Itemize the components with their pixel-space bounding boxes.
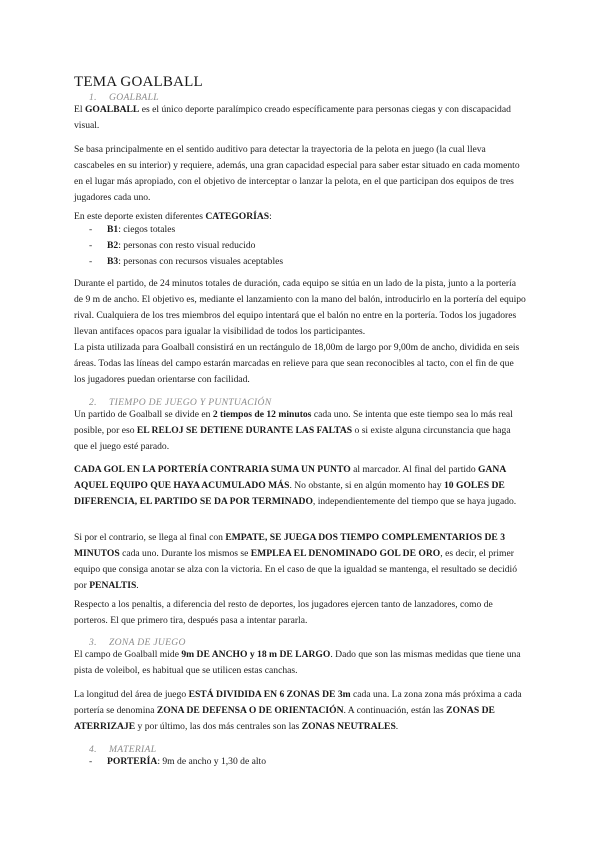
bold-text: EL RELOJ SE DETIENE DURANTE LAS FALTAS [136, 425, 353, 436]
text: El campo de Goalball mide [74, 649, 182, 660]
paragraph-sentido-auditivo: Se basa principalmente en el sentido auditivo para detectar la trayectoria de la pelota en juego (la cual lleva cascabeles en su interior) y requiere, además, una gran capacidad especial para saber estar situado en cada momento en el lugar más apropiado, con el objetivo de interceptar o lanzar la pelota, en el que participan dos equipos de tres jugadores cada uno. [74, 144, 520, 203]
text: , es decir, el primer equipo que consiga anotar se alza con la victoria. En el caso de que la igualdad se mantenga, el resultado se decidió por [74, 548, 518, 591]
text: , independientemente del tiempo que se haya jugado. [312, 496, 517, 507]
section-title: GOALBALL [109, 92, 159, 103]
bullet-dash: - [89, 240, 93, 251]
categories-list [89, 222, 283, 270]
material-list [89, 754, 266, 770]
paragraph-zonas [74, 687, 526, 735]
section-title: ZONA DE JUEGO [109, 637, 186, 648]
text: El [74, 104, 85, 115]
text: . [395, 721, 399, 732]
text: cada uno. Durante los mismos se [119, 548, 251, 559]
text: . Dado que son las mismas medidas que tiene una pista de voleibol, es habitual que se utilicen estas canchas. [74, 649, 521, 676]
paragraph-pista: La pista utilizada para Goalball consistirá en un rectángulo de 18,00m de largo por 9,00m de ancho, dividida en seis áreas. Todas las líneas del campo estarán marcadas en relieve para que sean reconocibles al tacto, con el fin de que los jugadores puedan orientarse con facilidad. [74, 342, 520, 385]
text: . A continuación, están las [343, 705, 447, 716]
bold-text: EMPATE, SE JUEGA DOS TIEMPO COMPLEMENTARIOS DE 3 MINUTOS [74, 532, 505, 559]
paragraph-penaltis: Respecto a los penaltis, a diferencia del resto de deportes, los jugadores ejercen tanto de lanzadores, como de porteros. El que primero tira, después pasa a intentar pararla. [74, 599, 493, 626]
category-desc: : ciegos totales [118, 224, 176, 235]
list-item [89, 254, 283, 270]
text: y por último, las dos más centrales son las [135, 721, 302, 732]
list-item [89, 222, 283, 238]
text: al marcador. Al final del partido [350, 464, 479, 475]
text: o si existe alguna circunstancia que haga que el juego esté parado. [74, 425, 511, 452]
paragraph-durante-partido: Durante el partido, de 24 minutos totales de duración, cada equipo se sitúa en un lado de la pista, junto a la portería de 9 m de ancho. El objetivo es, mediante el lanzamiento con la mano del balón, introducirlo en la portería del equipo rival. Cualquiera de los tres miembros del equipo intentará que el balón no entre en la portería. Todos los jugadores llevan antifaces opacos para igualar la visibilidad de todos los participantes. [74, 278, 526, 337]
bullet-dash: - [89, 224, 93, 235]
category-desc: : personas con recursos visuales aceptables [118, 256, 284, 267]
list-item [89, 754, 266, 770]
bold-text: 2 tiempos de 12 minutos [212, 409, 312, 420]
paragraph-intro [74, 102, 526, 134]
paragraph-goles [74, 462, 526, 510]
document-title: TEMA GOALBALL [74, 74, 203, 90]
section-title: TIEMPO DE JUEGO Y PUNTUACIÓN [109, 397, 272, 408]
material-desc: : 9m de ancho y 1,30 de alto [157, 756, 267, 767]
bold-text: ESTÁ DIVIDIDA EN 6 ZONAS DE 3m [188, 689, 351, 700]
text: La longitud del área de juego [74, 689, 189, 700]
section-number: 1. [89, 92, 97, 103]
section-number: 2. [89, 397, 97, 408]
text: Un partido de Goalball se divide en [74, 409, 213, 420]
text: Si por el contrario, se llega al final con [74, 532, 226, 543]
bold-text: ZONAS NEUTRALES [301, 721, 396, 732]
section-title: MATERIAL [109, 744, 157, 755]
paragraph-empate [74, 530, 526, 594]
bold-text: 9m DE ANCHO y 18 m DE LARGO [181, 649, 331, 660]
text: cada uno. Se intenta que este tiempo sea lo más real posible, por eso [74, 409, 513, 436]
list-item [89, 238, 283, 254]
bold-text: 10 GOLES DE DIFERENCIA, EL PARTIDO SE DA POR TERMINADO [74, 480, 505, 507]
text: cada una. La zona zona más próxima a cada portería se denomina [74, 689, 522, 716]
bold-text: CATEGORÍAS [205, 211, 270, 222]
section-number: 3. [89, 637, 97, 648]
bold-text: GOALBALL [84, 104, 140, 115]
paragraph-tiempos [74, 407, 526, 455]
bold-text: ZONA DE DEFENSA O DE ORIENTACIÓN [156, 705, 344, 716]
category-code: B2 [107, 240, 119, 251]
category-code: B1 [107, 224, 119, 235]
text: : [269, 211, 272, 222]
bold-text: EMPLEA EL DENOMINADO GOL DE ORO [250, 548, 441, 559]
bold-text: ZONAS DE ATERRIZAJE [74, 705, 495, 732]
text: es el único deporte paralímpico creado específicamente para personas ciegas y con discapacidad visual. [74, 104, 511, 131]
bullet-dash: - [89, 256, 93, 267]
material-name: PORTERÍA [107, 756, 158, 767]
bold-text: CADA GOL EN LA PORTERÍA CONTRARIA SUMA UN PUNTO [74, 464, 351, 475]
paragraph-campo [74, 647, 526, 679]
category-desc: : personas con resto visual reducido [118, 240, 256, 251]
text: En este deporte existen diferentes [74, 211, 206, 222]
text: . No obstante, si en algún momento hay [289, 480, 444, 491]
category-code: B3 [107, 256, 119, 267]
section-number: 4. [89, 744, 97, 755]
text: . [136, 580, 139, 591]
bullet-dash: - [89, 756, 93, 767]
bold-text: GANA AQUEL EQUIPO QUE HAYA ACUMULADO MÁS [74, 464, 506, 491]
bold-text: PENALTIS [89, 580, 137, 591]
